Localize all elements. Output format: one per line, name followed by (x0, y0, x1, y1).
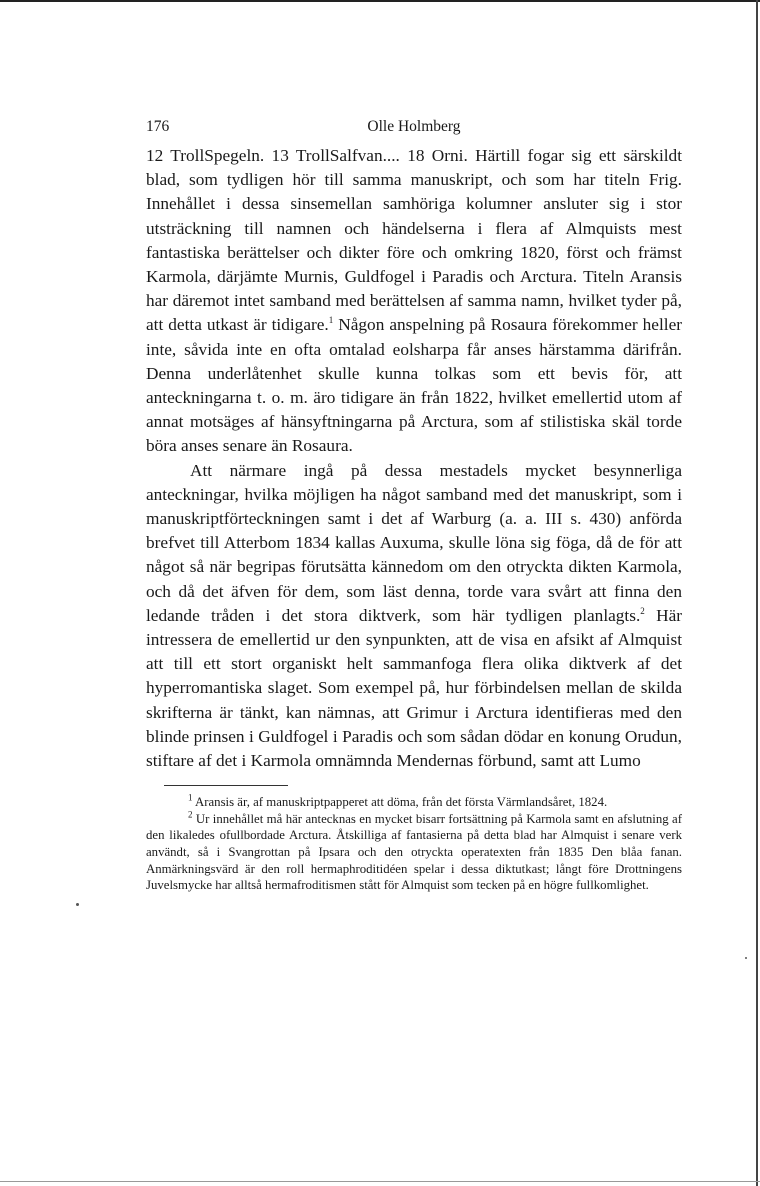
paragraph-text: 12 TrollSpegeln. 13 TrollSalfvan.... 18 Orni. Härtill fogar sig ett särskildt blad, som tydligen hör till samma manuskript, och som har titeln Frig. Innehållet i dessa sinsemellan samhöriga kolumner ansluter sig i stor utsträckning till namnen och händelserna i flera af Almquists mest fantastiska berättelser och dikter före och omkring 1820, först och främst Karmola, därjämte Murnis, Guldfogel i Paradis och Arctura. Titeln Aransis har däremot intet samband med berättelsen af samma namn, hvilket tyder på, att detta utkast är tidigare. (146, 146, 682, 335)
footnote-1 (146, 794, 682, 811)
footnote-text: Ur innehållet må här antecknas en mycket bisarr fortsättning på Karmola samt en afslutning af den likaledes ofullbordade Arctura. Åtskilliga af fantasierna på detta blad har Almquist i senare verk användt, så i Svangrottan på Ipsara och den otryckta operatexten från 1835 Den blåa fanan. Anmärkningsvärd är den roll hermaphroditidéen spelar i dessa diktutkast; långt före Drottningens Juvelsmycke har alltså hermafroditismen stått för Almquist som tecken på en högre fullkomlighet. (146, 811, 682, 893)
scan-speck (76, 903, 79, 906)
scan-speck (745, 957, 747, 959)
scan-border-bottom (0, 1181, 760, 1182)
footnote-mark: 2 (188, 809, 193, 820)
paragraph-text: Här intressera de emellertid ur den synpunkten, att de visa en afsikt af Almquist att till ett stort organiskt helt sammanfoga flera olika diktverk af det hyperromantiska slaget. Som exempel på, hur förbindelsen mellan de skilda skrifterna är tänkt, kan nämnas, att Grimur i Arctura identifieras med den blinde prinsen i Guldfogel i Paradis och som sådan dödar en konung Orudun, stiftare af det i Karmola omnämnda Mendernas förbund, samt att Lumo (146, 605, 682, 771)
footnote-mark: 1 (188, 793, 193, 804)
scan-border-top (0, 0, 760, 2)
page-number: 176 (146, 118, 170, 135)
body-text (146, 144, 682, 773)
footnotes (146, 794, 682, 894)
running-head (146, 118, 682, 144)
footnote-2 (146, 811, 682, 894)
scan-border-right (756, 0, 758, 1186)
paragraph-text: Någon anspelning på Rosaura förekommer heller inte, såvida inte en ofta omtalad eolsharpa får anses härstamma därifrån. Denna underlåtenhet skulle kunna tolkas som ett bevis för, att anteckningarna t. o. m. äro tidigare än från 1822, hvilket emellertid utom af annat motsäges af hänsyftningarna på Arctura, som af stilistiska skäl torde böra anses senare än Rosaura. (146, 315, 682, 456)
paragraph-text: Att närmare ingå på dessa mestadels mycket besynnerliga anteckningar, hvilka möjligen ha något samband med det manuskript, som i manuskriptförteckningen samt i det af Warburg (a. a. III s. 430) anförda brefvet till Atterbom 1834 kallas Auxuma, skulle löna sig föga, då de för att något så när begripas förutsätta kännedom om den otryckta dikten Karmola, och då det äfven för dem, som läst denna, torde vara svårt att finna den ledande tråden i det stora diktverk, som här tydligen planlagts. (146, 460, 682, 625)
running-title: Olle Holmberg (367, 118, 461, 135)
paragraph-2 (146, 459, 682, 774)
footnote-reference: 2 (640, 606, 645, 617)
footnote-divider (164, 785, 288, 786)
footnote-reference: 1 (328, 315, 334, 326)
book-page (146, 118, 682, 894)
footnote-text: Aransis är, af manuskriptpapperet att döma, från det första Värmlandsåret, 1824. (195, 795, 608, 810)
paragraph-1 (146, 144, 682, 459)
